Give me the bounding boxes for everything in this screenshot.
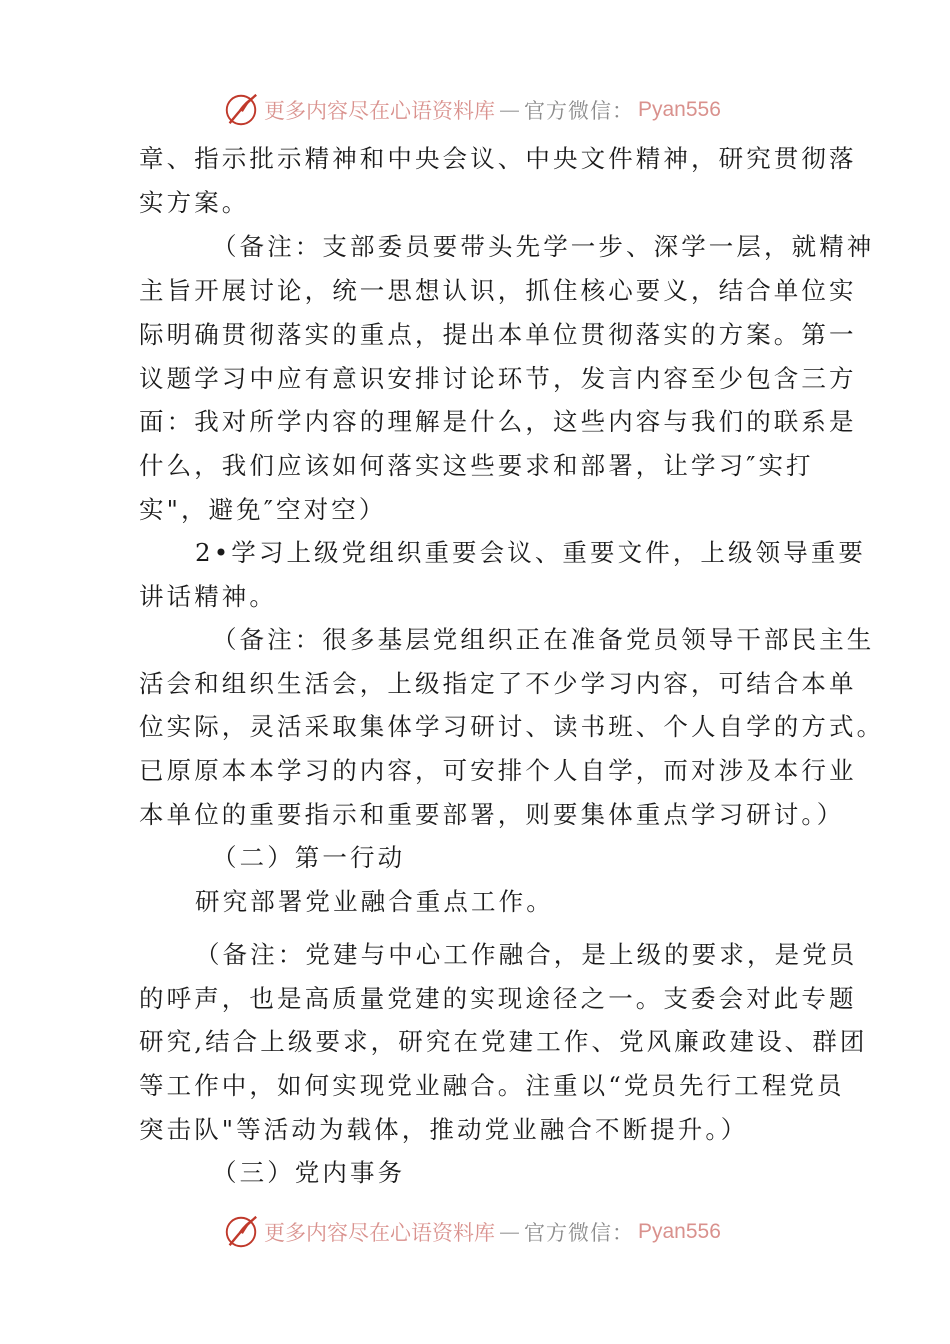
- body-line: 的呼声，也是高质量党建的实现途径之一。支委会对此专题: [139, 984, 857, 1013]
- body-line: 研究,结合上级要求，研究在党建工作、党风廉政建设、群团: [139, 1027, 868, 1056]
- body-line: 研究部署党业融合重点工作。: [195, 887, 554, 916]
- body-line: 面：我对所学内容的理解是什么，这些内容与我们的联系是: [139, 407, 857, 436]
- watermark-wechat-label: 官方微信：: [524, 99, 634, 123]
- body-line: 什么，我们应该如何落实这些要求和部署，让学习″实打: [139, 451, 814, 480]
- body-line: 活会和组织生活会，上级指定了不少学习内容，可结合本单: [139, 669, 857, 698]
- watermark-brand: 更多内容尽在心语资料库: [264, 1221, 495, 1245]
- body-line: 章、指示批示精神和中央会议、中央文件精神，研究贯彻落: [139, 144, 857, 173]
- body-line: （备注：党建与中心工作融合，是上级的要求，是党员: [195, 940, 858, 969]
- body-line: （备注：支部委员要带头先学一步、深学一层，就精神: [212, 232, 875, 261]
- quill-logo-icon: [222, 91, 260, 129]
- watermark-banner-bottom: [222, 1212, 742, 1252]
- body-line: 际明确贯彻落实的重点，提出本单位贯彻落实的方案。第一: [139, 320, 857, 349]
- watermark-dash: —: [499, 98, 520, 122]
- section-heading: （二）第一行动: [212, 843, 406, 872]
- watermark-account: Pyan556: [638, 1220, 721, 1243]
- section-heading: （三）党内事务: [212, 1158, 406, 1187]
- body-line: 实方案。: [139, 188, 250, 217]
- quill-logo-icon: [222, 1213, 260, 1251]
- watermark-account: Pyan556: [638, 98, 721, 121]
- body-line: 实"，避免″空对空）: [139, 495, 387, 524]
- body-line: 等工作中，如何实现党业融合。注重以“党员先行工程党员: [139, 1071, 845, 1100]
- body-line: 已原原本本学习的内容，可安排个人自学，而对涉及本行业: [139, 756, 857, 785]
- watermark-banner-top: [222, 90, 742, 130]
- body-line: 突击队"等活动为载体，推动党业融合不断提升。）: [139, 1115, 749, 1144]
- body-line: 讲话精神。: [139, 582, 277, 611]
- body-line: 2•学习上级党组织重要会议、重要文件，上级领导重要: [195, 538, 867, 567]
- watermark-dash: —: [499, 1220, 520, 1244]
- watermark-brand: 更多内容尽在心语资料库: [264, 99, 495, 123]
- body-line: 议题学习中应有意识安排讨论环节，发言内容至少包含三方: [139, 364, 857, 393]
- body-line: 主旨开展讨论，统一思想认识，抓住核心要义，结合单位实: [139, 276, 857, 305]
- watermark-wechat-label: 官方微信：: [524, 1221, 634, 1245]
- body-line: （备注：很多基层党组织正在准备党员领导干部民主生: [212, 625, 875, 654]
- body-line: 位实际，灵活采取集体学习研讨、读书班、个人自学的方式。: [139, 712, 885, 741]
- body-line: 本单位的重要指示和重要部署，则要集体重点学习研讨。）: [139, 800, 845, 829]
